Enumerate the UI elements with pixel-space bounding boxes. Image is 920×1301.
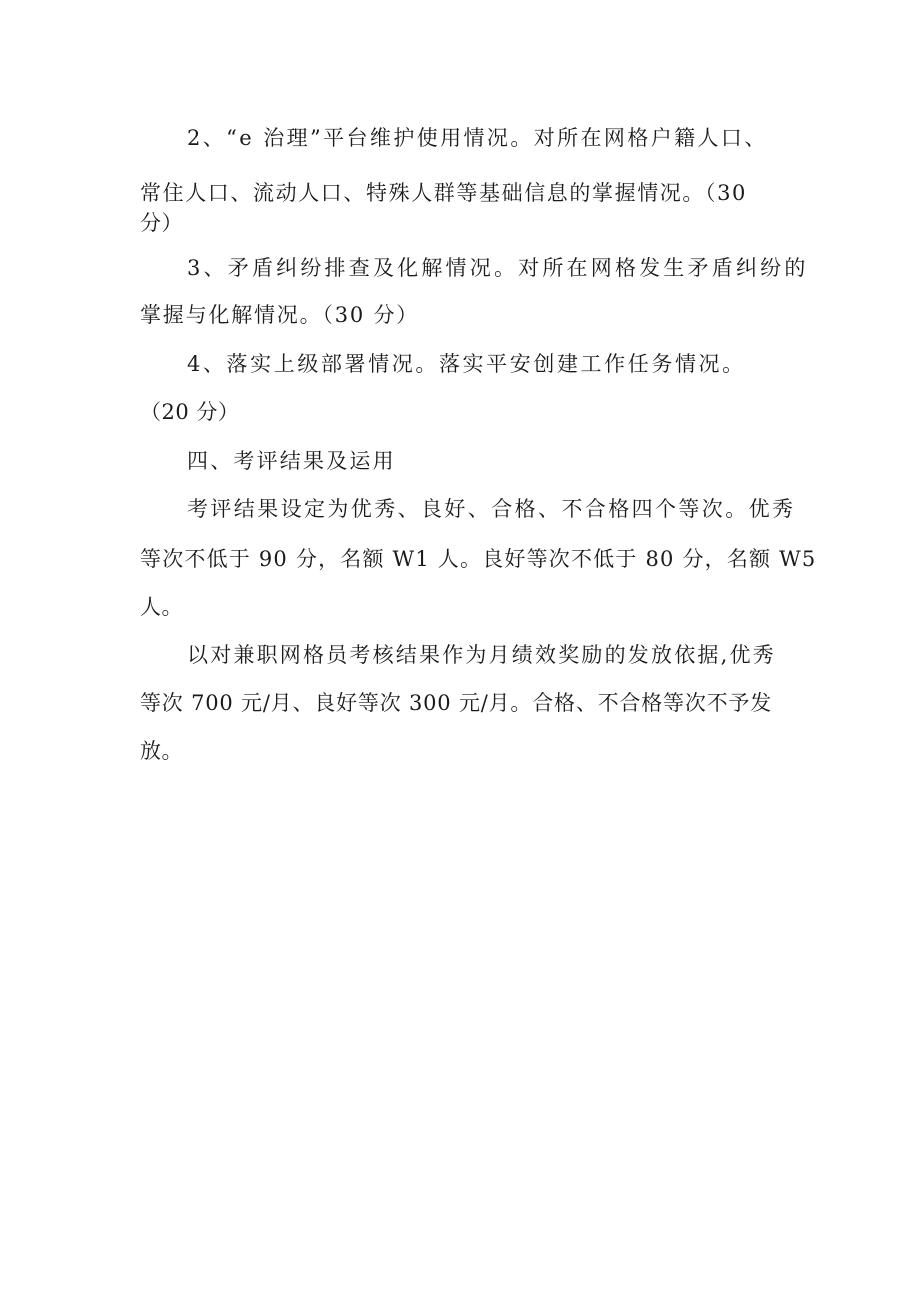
text-line: 等次 700 元/月、良好等次 300 元/月。合格、不合格等次不予发: [140, 691, 773, 715]
text-line: 放。: [140, 739, 183, 763]
text-line: 人。: [140, 595, 183, 619]
text-line: 分）: [140, 211, 183, 235]
text-line: 2、“e 治理”平台维护使用情况。对所在网格户籍人口、: [187, 126, 768, 150]
text-line: 等次不低于 90 分，名额 W1 人。良好等次不低于 80 分，名额 W5: [140, 547, 817, 571]
text-line: 考评结果设定为优秀、良好、合格、不合格四个等次。优秀: [187, 497, 796, 521]
text-line: 掌握与化解情况。（30 分）: [140, 303, 420, 327]
text-line: 常住人口、流动人口、特殊人群等基础信息的掌握情况。（30: [140, 181, 748, 205]
text-line: 3、矛盾纠纷排查及化解情况。对所在网格发生矛盾纠纷的: [187, 256, 809, 280]
text-line: 以对兼职网格员考核结果作为月绩效奖励的发放依据,优秀: [187, 643, 776, 667]
text-line: 4、落实上级部署情况。落实平安创建工作任务情况。: [187, 352, 746, 376]
section-heading: 四、考评结果及运用: [187, 449, 396, 473]
text-line: （20 分）: [140, 400, 240, 424]
